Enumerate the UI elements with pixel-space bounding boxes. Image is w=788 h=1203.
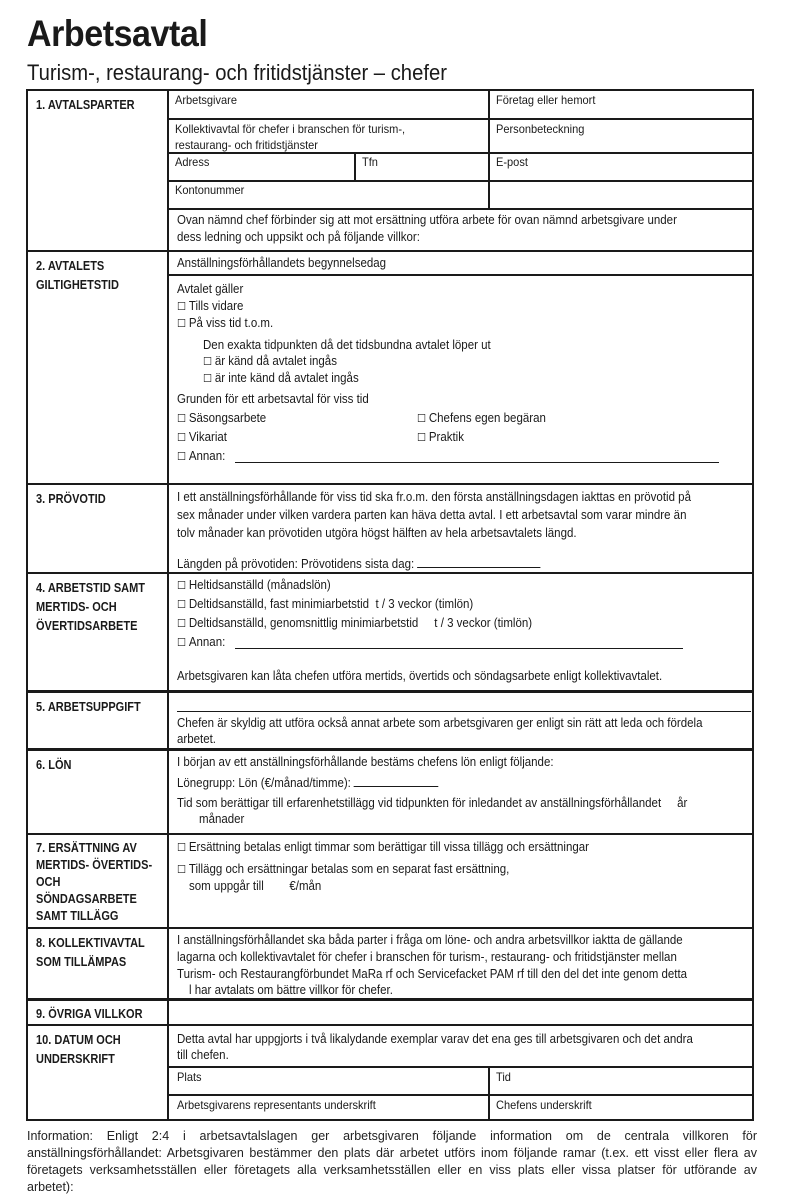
- document-title: Arbetsavtal: [27, 13, 208, 54]
- option-fulltime[interactable]: ☐ Heltidsanställd (månadslön): [177, 578, 331, 592]
- checkbox-icon[interactable]: ☐: [177, 599, 187, 611]
- section-parties: [28, 91, 752, 250]
- employer-signature-field[interactable]: Arbetsgivarens representants underskrift: [177, 1098, 376, 1112]
- job-description-text-1: Chefen är skyldig att utföra också annat arbete som arbetsgivaren ger enligt sin rätt att leda och fördela: [177, 716, 703, 730]
- option-other-reason[interactable]: ☐ Annan:: [177, 449, 226, 463]
- contract-form: [26, 89, 754, 1121]
- account-number-field[interactable]: Kontonummer: [175, 183, 245, 197]
- experience-months: månader: [199, 812, 245, 826]
- phone-field[interactable]: Tfn: [362, 155, 378, 169]
- validity-heading: Avtalet gäller: [177, 282, 244, 296]
- checkbox-icon[interactable]: ☐: [203, 356, 213, 368]
- checkbox-icon[interactable]: ☐: [417, 413, 427, 425]
- agreement-text-2: lagarna och kollektivavtalet för chefer i branschen för turism-, restaurang- och fritidstjänster mellan: [177, 950, 677, 964]
- checkbox-icon[interactable]: ☐: [177, 318, 187, 330]
- section-label: 5. ARBETSUPPGIFT: [28, 693, 169, 748]
- checkbox-icon[interactable]: ☐: [177, 301, 187, 313]
- address-field[interactable]: Adress: [175, 155, 210, 169]
- probation-text-3: tolv månader kan prövotiden utgöra högst hälften av hela arbetsavtalets längd.: [177, 526, 577, 540]
- option-own-request[interactable]: ☐ Chefens egen begäran: [417, 411, 546, 425]
- agreement-text-1: I anställningsförhållandet ska båda parter i fråga om löne- och andra arbetsvillkor iaktta de gällande: [177, 933, 683, 947]
- option-other-hours[interactable]: ☐ Annan:: [177, 635, 226, 649]
- checkbox-icon[interactable]: ☐: [177, 618, 187, 630]
- company-field[interactable]: Företag eller hemort: [496, 93, 596, 107]
- probation-length[interactable]: Längden på prövotiden: Prövotidens sista dag:: [177, 555, 541, 573]
- option-substitute[interactable]: ☐ Vikariat: [177, 430, 227, 444]
- section-label: 2. AVTALETS GILTIGHETSTID: [28, 252, 169, 483]
- section-other-terms: [28, 998, 752, 1024]
- salary-line[interactable]: [354, 774, 439, 787]
- commitment-statement: Ovan nämnd chef förbinder sig att mot ersättning utföra arbete för ovan nämnd arbetsgivare under dess ledning och uppsikt och på följande villkor:: [177, 213, 677, 244]
- collective-agreement-field: Kollektivavtal för chefer i branschen för turism-, restaurang- och fritidstjänster: [175, 122, 406, 152]
- option-seasonal[interactable]: ☐ Säsongsarbete: [177, 411, 267, 425]
- checkbox-icon[interactable]: ☐: [177, 451, 187, 463]
- agreement-text-3: Turism- och Restaurangförbundet MaRa rf och Servicefacket PAM rf till den del det inte genom detta: [177, 967, 688, 981]
- time-field[interactable]: Tid: [496, 1070, 511, 1084]
- other-terms-field[interactable]: [169, 1001, 752, 1024]
- section-label: 1. AVTALSPARTER: [28, 91, 169, 250]
- section-probation: [28, 483, 752, 572]
- place-field[interactable]: Plats: [177, 1070, 202, 1084]
- job-description-text-2: arbetet.: [177, 732, 216, 746]
- checkbox-icon[interactable]: ☐: [177, 637, 187, 649]
- other-hours-line[interactable]: [235, 648, 683, 649]
- overtime-note: Arbetsgivaren kan låta chefen utföra mertids, övertids och söndagsarbete enligt kollektivavtalet.: [177, 669, 663, 683]
- option-hourly-compensation[interactable]: ☐ Ersättning betalas enligt timmar som berättigar till vissa tillägg och ersättningar: [177, 840, 589, 854]
- option-fixed-term[interactable]: ☐ På viss tid t.o.m.: [177, 316, 274, 330]
- information-line-4: arbetet):: [27, 1180, 74, 1194]
- option-indefinite[interactable]: ☐ Tills vidare: [177, 299, 244, 313]
- other-reason-line[interactable]: [235, 462, 719, 463]
- start-date-field[interactable]: Anställningsförhållandets begynnelsedag: [177, 256, 387, 270]
- checkbox-icon[interactable]: ☐: [417, 432, 427, 444]
- probation-end-line[interactable]: [417, 555, 540, 568]
- probation-text-1: I ett anställningsförhållande för viss tid ska fr.o.m. den första anställningsdagen iakttas en prövotid på: [177, 490, 691, 504]
- section-label: 8. KOLLEKTIVAVTAL SOM TILLÄMPAS: [28, 929, 169, 998]
- divider: [169, 274, 752, 276]
- option-parttime-fixed[interactable]: ☐ Deltidsanställd, fast minimiarbetstid t / 3 veckor (timlön): [177, 597, 474, 611]
- employer-field[interactable]: Arbetsgivare: [175, 93, 237, 107]
- agreement-text-4: l har avtalats om bättre villkor för chefer.: [189, 983, 393, 997]
- email-field[interactable]: E-post: [496, 155, 528, 169]
- manager-signature-field[interactable]: Chefens underskrift: [496, 1098, 592, 1112]
- copies-text-2: till chefen.: [177, 1048, 229, 1062]
- section-validity: [28, 250, 752, 483]
- document-subtitle: Turism-, restaurang- och fritidstjänster – chefer: [27, 60, 447, 85]
- information-line-1: Information: Enligt 2:4 i arbetsavtalslagen ger arbetsgivaren följande information om de centrala villkoren för: [27, 1129, 757, 1143]
- person-id-field[interactable]: Personbeteckning: [496, 122, 585, 136]
- salary-intro: I början av ett anställningsförhållande bestäms chefens lön enligt följande:: [177, 755, 554, 769]
- information-note: [27, 1128, 757, 1196]
- option-fixed-compensation[interactable]: ☐ Tillägg och ersättningar betalas som en separat fast ersättning,: [177, 862, 510, 876]
- checkbox-icon[interactable]: ☐: [177, 432, 187, 444]
- section-compensation: [28, 833, 752, 927]
- probation-text-2: sex månader under vilken vardera parten kan häva detta avtal. I ett arbetsavtal som varar mindre än: [177, 508, 687, 522]
- information-line-3: företagets verksamhetsställen eller företagets alla verksamhetsställen eller en viss plats eller vissa platser för utförande av: [27, 1163, 757, 1177]
- option-end-known[interactable]: ☐ är känd då avtalet ingås: [203, 354, 337, 368]
- checkbox-icon[interactable]: ☐: [177, 413, 187, 425]
- section-signatures: [28, 1024, 752, 1119]
- experience-time: Tid som berättigar till erfarenhetstillägg vid tidpunkten för inledandet av anställningsförhållandet år: [177, 796, 688, 810]
- option-parttime-average[interactable]: ☐ Deltidsanställd, genomsnittlig minimiarbetstid t / 3 veckor (timlön): [177, 616, 533, 630]
- section-label: 3. PRÖVOTID: [28, 485, 169, 572]
- information-line-2: anställningsförhållandet: Arbetsgivaren bestämmer den plats där arbetet utförs inom följande ramar (t.ex. ett visst eller flera av: [27, 1146, 757, 1160]
- section-collective-agreement: [28, 927, 752, 998]
- compensation-amount: som uppgår till €/mån: [189, 879, 322, 893]
- section-salary: [28, 748, 752, 833]
- option-end-unknown[interactable]: ☐ är inte känd då avtalet ingås: [203, 371, 359, 385]
- section-label: 7. ERSÄTTNING AV MERTIDS- ÖVERTIDS- OCH SÖNDAGSARBETE SAMT TILLÄGG: [28, 835, 169, 927]
- checkbox-icon[interactable]: ☐: [203, 373, 213, 385]
- copies-text-1: Detta avtal har uppgjorts i två likalydande exemplar varav det ena ges till arbetsgivaren och det andra: [177, 1032, 693, 1046]
- section-job-description: [28, 690, 752, 748]
- checkbox-icon[interactable]: ☐: [177, 864, 187, 876]
- section-working-hours: [28, 572, 752, 690]
- divider: [169, 208, 752, 210]
- section-label: 6. LÖN: [28, 751, 169, 833]
- salary-group[interactable]: Lönegrupp: Lön (€/månad/timme):: [177, 774, 439, 792]
- checkbox-icon[interactable]: ☐: [177, 842, 187, 854]
- job-description-line[interactable]: [177, 711, 751, 712]
- reason-heading: Grunden för ett arbetsavtal för viss tid: [177, 392, 369, 406]
- section-label: 4. ARBETSTID SAMT MERTIDS- OCH ÖVERTIDSARBETE: [28, 574, 169, 690]
- option-internship[interactable]: ☐ Praktik: [417, 430, 464, 444]
- exact-time-heading: Den exakta tidpunkten då det tidsbundna avtalet löper ut: [203, 338, 491, 352]
- checkbox-icon[interactable]: ☐: [177, 580, 187, 592]
- section-label: 9. ÖVRIGA VILLKOR: [28, 1001, 169, 1024]
- section-label: 10. DATUM OCH UNDERSKRIFT: [28, 1026, 169, 1119]
